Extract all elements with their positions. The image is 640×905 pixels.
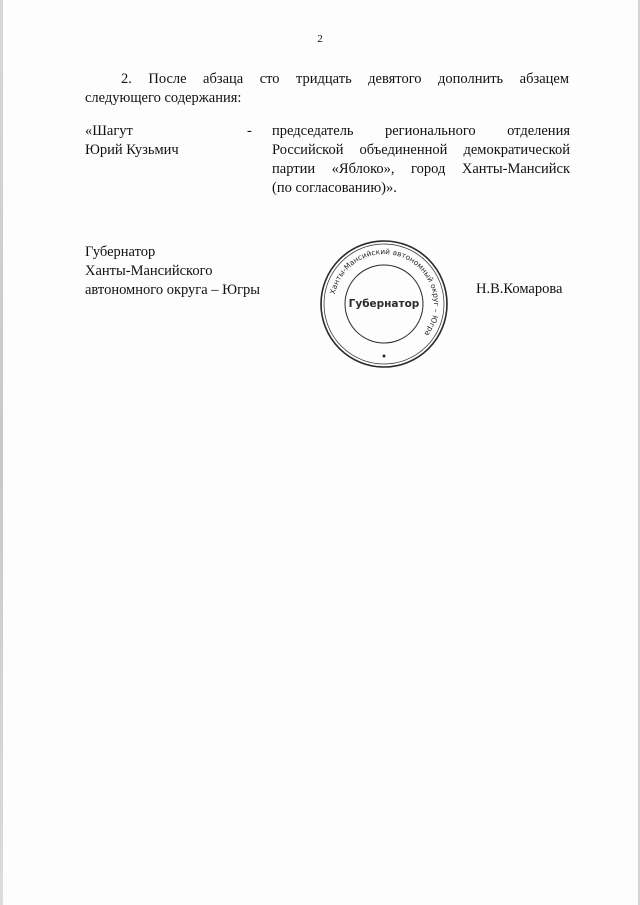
- entry-given-names: Юрий Кузьмич: [85, 142, 179, 158]
- official-seal: [318, 238, 450, 370]
- page-number: 2: [317, 33, 323, 45]
- signer-title-line-2: Ханты-Мансийского: [85, 263, 213, 279]
- signer-title-line-1: Губернатор: [85, 244, 156, 260]
- entry-description: [272, 122, 570, 198]
- entry-dash: -: [247, 123, 252, 139]
- signer-name: Н.В.Комарова: [476, 281, 563, 297]
- entry-desc-line-3: партии «Яблоко», город Ханты-Мансийск: [272, 161, 570, 177]
- paragraph-line-2: следующего содержания:: [85, 90, 242, 106]
- seal-bottom-star: [383, 355, 386, 358]
- seal-graphic: [318, 238, 450, 370]
- entry-surname: «Шагут: [85, 123, 133, 139]
- entry-desc-line-4: (по согласованию)».: [272, 180, 397, 196]
- signer-title-line-3: автономного округа – Югры: [85, 282, 261, 298]
- entry-desc-line-2: Российской объединенной демократической: [272, 142, 570, 158]
- signer-title: [85, 243, 305, 300]
- entry-person-name: [85, 122, 245, 160]
- amendment-paragraph: [85, 70, 569, 108]
- entry-desc-line-1: председатель регионального отделения: [272, 123, 570, 139]
- scan-left-edge: [0, 0, 3, 905]
- seal-ring-text: Ханты-Мансийский автономный округ – Югра: [328, 246, 442, 338]
- seal-center-text: Губернатор: [348, 298, 420, 310]
- paragraph-line-1: 2. После абзаца сто тридцать девятого дополнить абзацем: [121, 71, 569, 87]
